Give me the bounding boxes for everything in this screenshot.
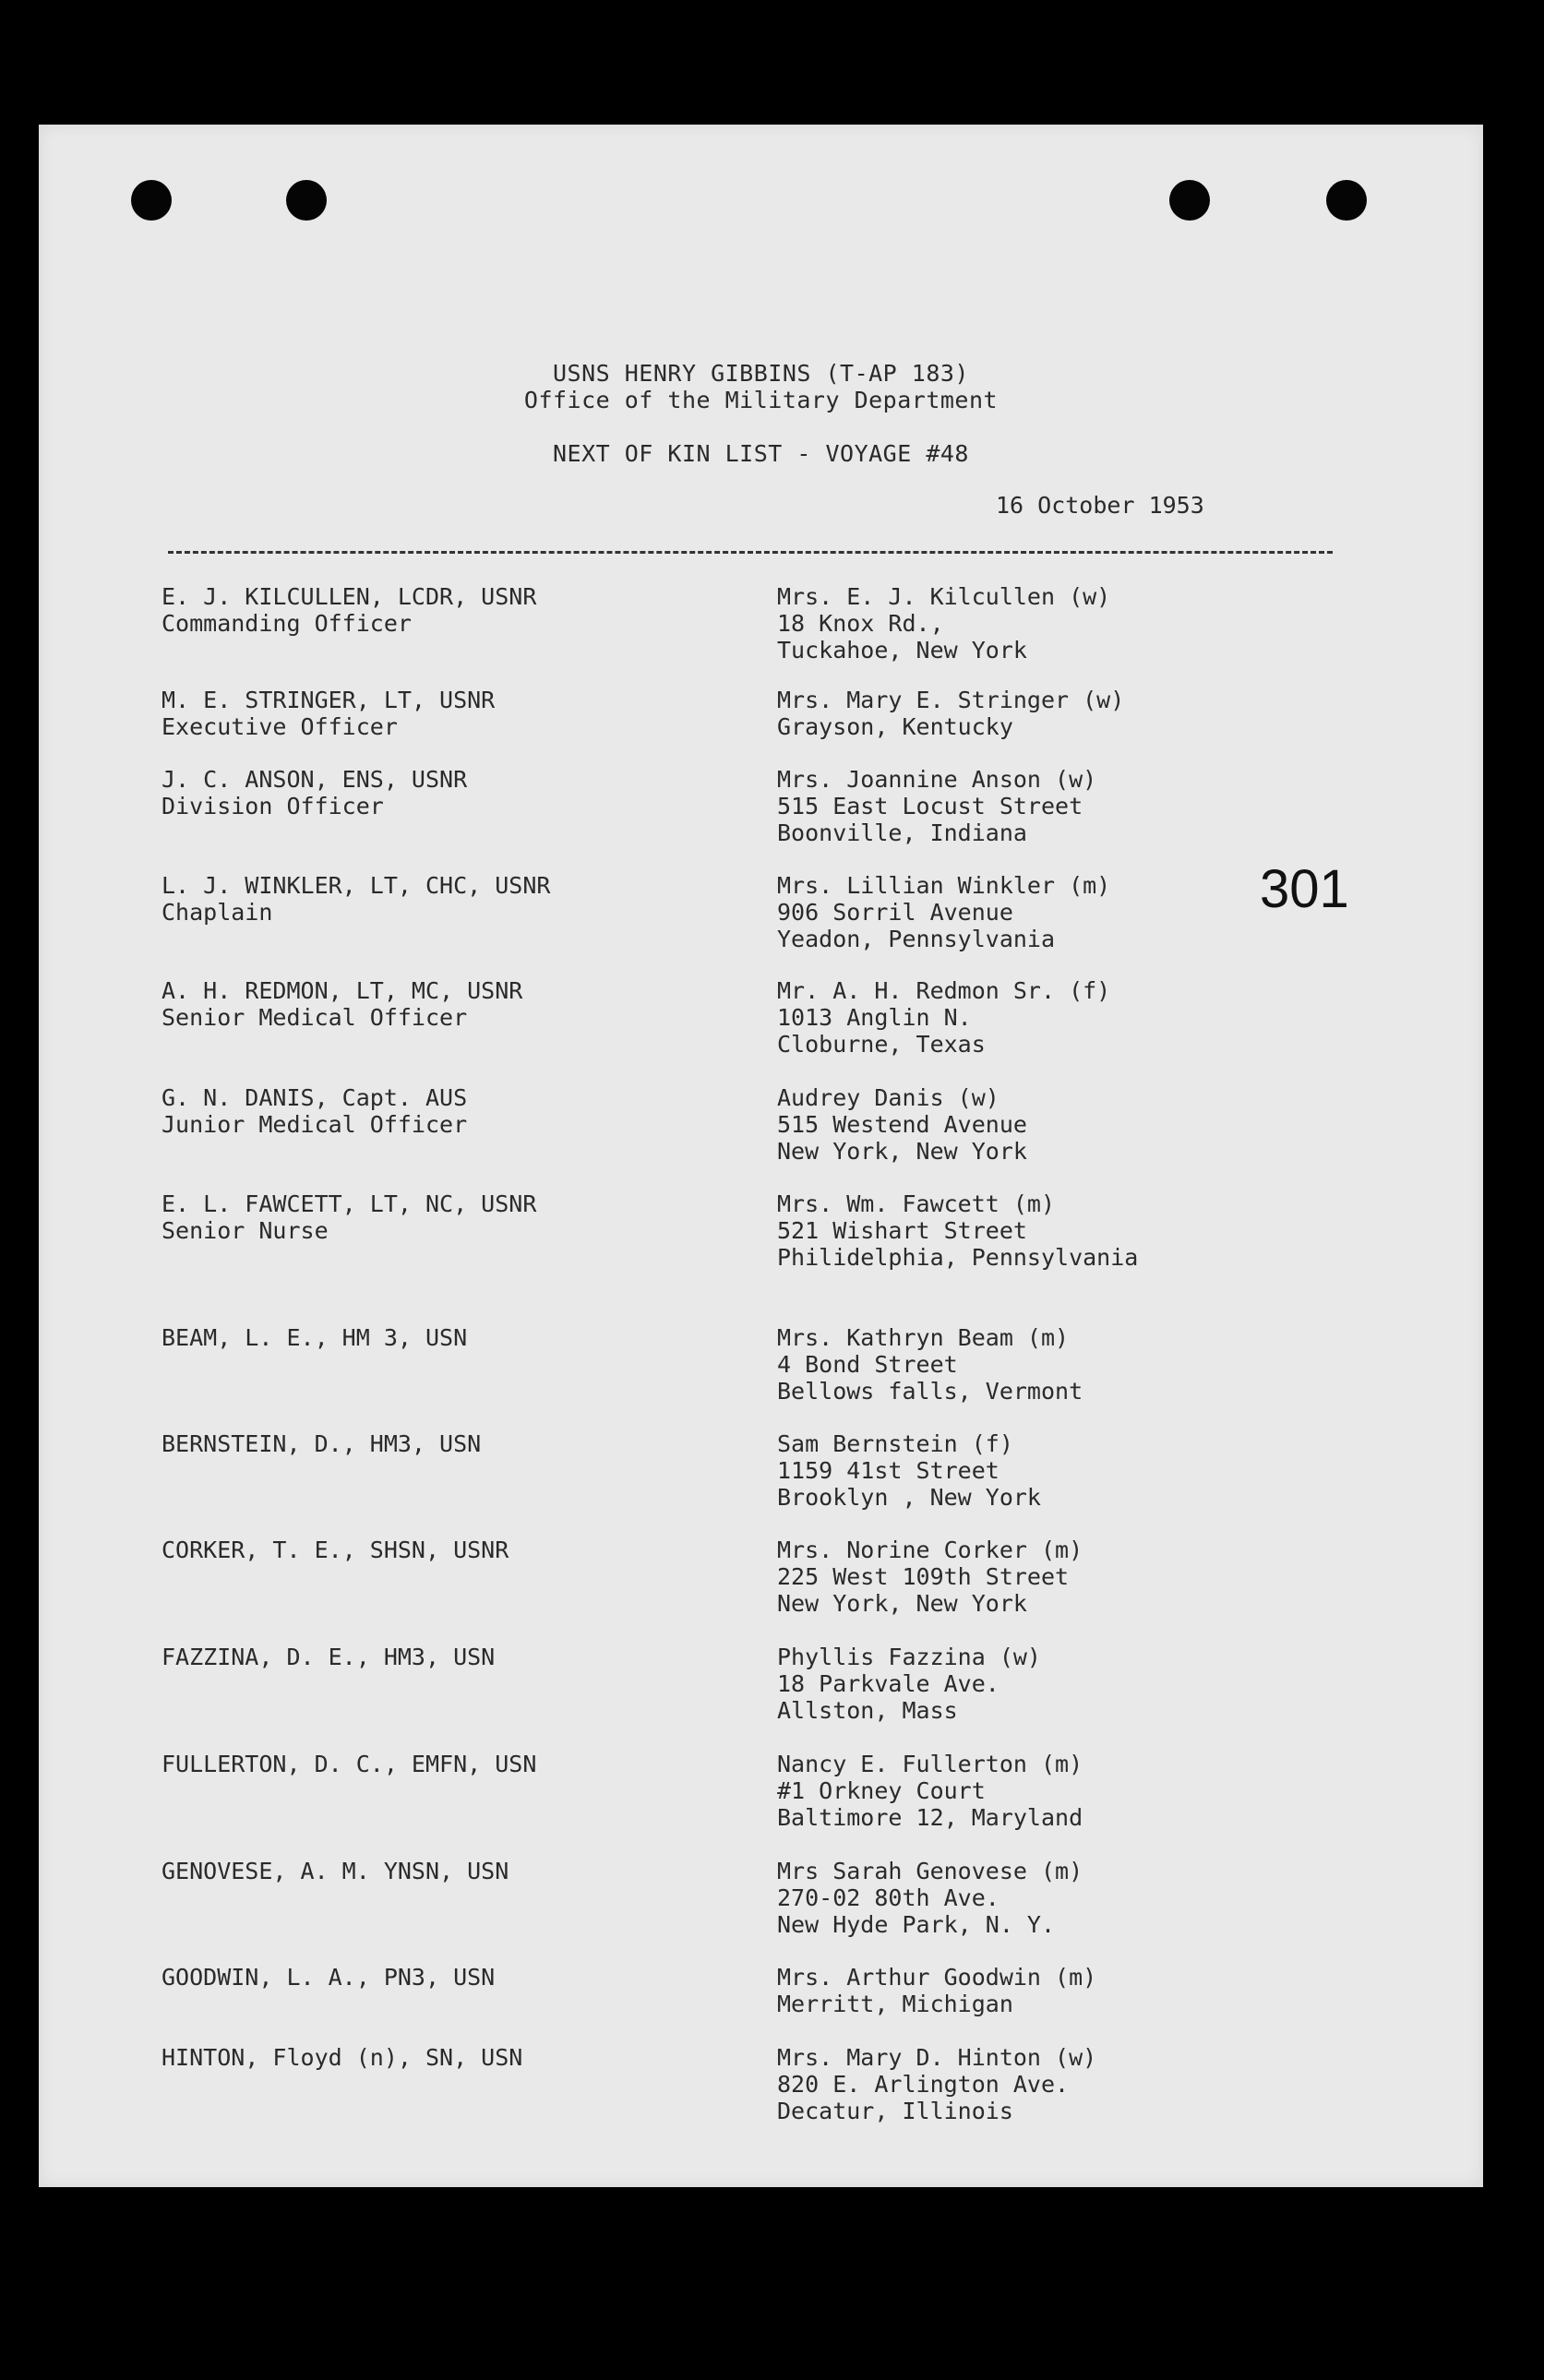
next-of-kin xyxy=(777,1964,1442,2017)
kin-address-line: 225 West 109th Street xyxy=(777,1563,1070,1590)
kin-name: Mrs. Arthur Goodwin (m) xyxy=(777,1964,1097,1991)
kin-address-line: 18 Parkvale Ave. xyxy=(777,1670,999,1697)
kin-address-line: 820 E. Arlington Ave. xyxy=(777,2071,1070,2098)
kin-name: Audrey Danis (w) xyxy=(777,1084,999,1111)
member-name: E. J. KILCULLEN, LCDR, USNR xyxy=(162,583,537,610)
kin-name: Nancy E. Fullerton (m) xyxy=(777,1751,1083,1777)
service-member xyxy=(162,1537,752,1563)
service-member xyxy=(162,1964,752,1991)
member-name: HINTON, Floyd (n), SN, USN xyxy=(162,2044,523,2071)
member-name: M. E. STRINGER, LT, USNR xyxy=(162,687,496,713)
next-of-kin xyxy=(777,1084,1442,1165)
list-title: NEXT OF KIN LIST - VOYAGE #48 xyxy=(553,440,969,467)
member-name: BEAM, L. E., HM 3, USN xyxy=(162,1324,468,1351)
member-name: G. N. DANIS, Capt. AUS xyxy=(162,1084,468,1111)
punch-hole xyxy=(1326,180,1367,221)
member-role: Commanding Officer xyxy=(162,610,412,637)
service-member xyxy=(162,1430,752,1457)
member-name: FAZZINA, D. E., HM3, USN xyxy=(162,1644,496,1670)
next-of-kin xyxy=(777,1190,1442,1271)
kin-address-line: 1013 Anglin N. xyxy=(777,1004,972,1031)
service-member xyxy=(162,2044,752,2071)
kin-address-line: 521 Wishart Street xyxy=(777,1217,1027,1244)
service-member xyxy=(162,1858,752,1884)
kin-address-line: 18 Knox Rd., xyxy=(777,610,944,637)
service-member xyxy=(162,687,752,740)
ship-title: USNS HENRY GIBBINS (T-AP 183) xyxy=(553,360,969,387)
document-page xyxy=(39,125,1483,2187)
service-member xyxy=(162,1324,752,1351)
kin-name: Phyllis Fazzina (w) xyxy=(777,1644,1041,1670)
kin-address-line: Yeadon, Pennsylvania xyxy=(777,926,1056,952)
kin-name: Mrs. Mary E. Stringer (w) xyxy=(777,687,1125,713)
member-name: FULLERTON, D. C., EMFN, USN xyxy=(162,1751,537,1777)
kin-address-line: Allston, Mass xyxy=(777,1697,958,1724)
kin-name: Mrs. Wm. Fawcett (m) xyxy=(777,1190,1056,1217)
kin-name: Mrs. Kathryn Beam (m) xyxy=(777,1324,1070,1351)
service-member xyxy=(162,872,752,926)
next-of-kin xyxy=(777,977,1442,1058)
punch-hole xyxy=(131,180,172,221)
member-role: Division Officer xyxy=(162,793,384,819)
kin-address-line: Cloburne, Texas xyxy=(777,1031,986,1058)
next-of-kin xyxy=(777,872,1442,952)
kin-address-line: Brooklyn , New York xyxy=(777,1484,1041,1511)
next-of-kin xyxy=(777,1324,1442,1405)
kin-name: Mrs. Norine Corker (m) xyxy=(777,1537,1083,1563)
kin-address-line: Grayson, Kentucky xyxy=(777,713,1013,740)
kin-address-line: New York, New York xyxy=(777,1138,1027,1165)
kin-address-line: 906 Sorril Avenue xyxy=(777,899,1013,926)
kin-address-line: New York, New York xyxy=(777,1590,1027,1617)
kin-address-line: 515 East Locust Street xyxy=(777,793,1083,819)
kin-address-line: Baltimore 12, Maryland xyxy=(777,1804,1083,1831)
next-of-kin xyxy=(777,766,1442,846)
kin-name: Mr. A. H. Redmon Sr. (f) xyxy=(777,977,1111,1004)
next-of-kin xyxy=(777,1644,1442,1724)
member-role: Executive Officer xyxy=(162,713,398,740)
member-role: Chaplain xyxy=(162,899,273,926)
divider xyxy=(168,551,1333,554)
service-member xyxy=(162,1190,752,1244)
kin-address-line: 270-02 80th Ave. xyxy=(777,1884,999,1911)
service-member xyxy=(162,977,752,1031)
service-member xyxy=(162,583,752,637)
service-member xyxy=(162,1751,752,1777)
kin-address-line: 4 Bond Street xyxy=(777,1351,958,1378)
kin-address-line: Tuckahoe, New York xyxy=(777,637,1027,664)
kin-address-line: Merritt, Michigan xyxy=(777,1991,1013,2017)
service-member xyxy=(162,1644,752,1670)
next-of-kin xyxy=(777,1858,1442,1938)
next-of-kin xyxy=(777,1751,1442,1831)
member-name: GENOVESE, A. M. YNSN, USN xyxy=(162,1858,509,1884)
member-name: E. L. FAWCETT, LT, NC, USNR xyxy=(162,1190,537,1217)
service-member xyxy=(162,766,752,819)
member-name: BERNSTEIN, D., HM3, USN xyxy=(162,1430,482,1457)
service-member xyxy=(162,1084,752,1138)
kin-address-line: 1159 41st Street xyxy=(777,1457,999,1484)
kin-address-line: Philidelphia, Pennsylvania xyxy=(777,1244,1139,1271)
kin-address-line: New Hyde Park, N. Y. xyxy=(777,1911,1056,1938)
member-role: Senior Medical Officer xyxy=(162,1004,468,1031)
member-name: GOODWIN, L. A., PN3, USN xyxy=(162,1964,496,1991)
member-name: J. C. ANSON, ENS, USNR xyxy=(162,766,468,793)
kin-name: Mrs. Lillian Winkler (m) xyxy=(777,872,1111,899)
kin-name: Mrs Sarah Genovese (m) xyxy=(777,1858,1083,1884)
next-of-kin xyxy=(777,2044,1442,2124)
next-of-kin xyxy=(777,1537,1442,1617)
office-title: Office of the Military Department xyxy=(523,387,999,413)
kin-address-line: Bellows falls, Vermont xyxy=(777,1378,1083,1405)
kin-address-line: Decatur, Illinois xyxy=(777,2098,1013,2124)
punch-hole xyxy=(286,180,327,221)
member-name: L. J. WINKLER, LT, CHC, USNR xyxy=(162,872,551,899)
kin-address-line: #1 Orkney Court xyxy=(777,1777,986,1804)
member-role: Junior Medical Officer xyxy=(162,1111,468,1138)
punch-hole xyxy=(1169,180,1210,221)
member-name: A. H. REDMON, LT, MC, USNR xyxy=(162,977,523,1004)
kin-name: Mrs. E. J. Kilcullen (w) xyxy=(777,583,1111,610)
kin-name: Sam Bernstein (f) xyxy=(777,1430,1013,1457)
next-of-kin xyxy=(777,1430,1442,1511)
kin-address-line: 515 Westend Avenue xyxy=(777,1111,1027,1138)
member-role: Senior Nurse xyxy=(162,1217,329,1244)
next-of-kin xyxy=(777,687,1442,740)
kin-name: Mrs. Mary D. Hinton (w) xyxy=(777,2044,1097,2071)
next-of-kin xyxy=(777,583,1442,664)
kin-name: Mrs. Joannine Anson (w) xyxy=(777,766,1097,793)
member-name: CORKER, T. E., SHSN, USNR xyxy=(162,1537,509,1563)
document-date: 16 October 1953 xyxy=(996,492,1204,519)
page-stamp: 301 xyxy=(1260,859,1349,919)
kin-address-line: Boonville, Indiana xyxy=(777,819,1027,846)
